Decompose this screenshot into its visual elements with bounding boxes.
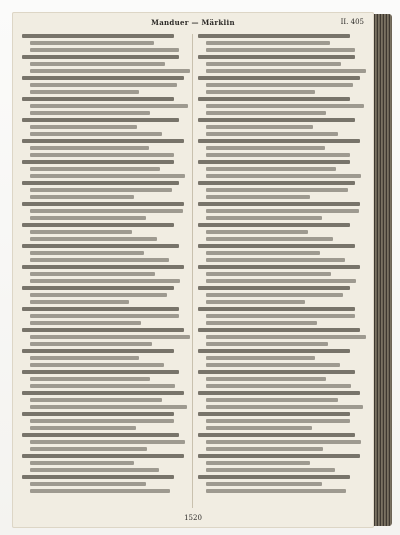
entry-line [206, 209, 359, 213]
page-number: II. 405 [340, 18, 364, 26]
entry-line [198, 412, 350, 416]
entry-line [198, 139, 360, 143]
entry-line [30, 195, 134, 199]
entry-line [30, 111, 150, 115]
entry-line [206, 279, 356, 283]
entry-line [22, 454, 184, 458]
entry-line [30, 167, 160, 171]
entry-line [30, 125, 137, 129]
entry-line [198, 160, 350, 164]
entry-line [198, 370, 355, 374]
entry-line [206, 426, 312, 430]
right-column [198, 34, 363, 508]
entry-line [206, 195, 310, 199]
entry-line [198, 97, 350, 101]
entry-line [22, 181, 179, 185]
entry-line [198, 391, 360, 395]
entry-line [198, 265, 360, 269]
entry-line [206, 356, 315, 360]
entry-line [206, 111, 326, 115]
entry-line [206, 342, 328, 346]
entry-line [30, 258, 169, 262]
entry-line [30, 237, 157, 241]
entry-line [30, 293, 167, 297]
entry-line [30, 69, 190, 73]
entry-line [30, 447, 147, 451]
entry-line [30, 153, 174, 157]
entry-line [206, 300, 305, 304]
entry-line [22, 160, 174, 164]
entry-line [206, 405, 363, 409]
entry-line [22, 475, 174, 479]
entry-line [30, 482, 146, 486]
entry-line [206, 461, 310, 465]
entry-line [22, 328, 184, 332]
entry-line [30, 146, 149, 150]
entry-line [206, 335, 366, 339]
entry-line [30, 335, 190, 339]
entry-line [206, 440, 361, 444]
entry-line [30, 321, 141, 325]
entry-line [206, 146, 325, 150]
entry-line [198, 76, 360, 80]
entry-line [30, 48, 179, 52]
entry-line [206, 482, 322, 486]
entry-line [30, 230, 132, 234]
entry-line [198, 286, 350, 290]
entry-line [206, 90, 315, 94]
entry-line [198, 181, 355, 185]
entry-line [206, 125, 313, 129]
entry-line [22, 412, 174, 416]
entry-line [198, 118, 355, 122]
entry-line [206, 314, 355, 318]
entry-line [30, 62, 165, 66]
entry-line [22, 286, 174, 290]
entry-line [30, 314, 179, 318]
entry-line [206, 41, 330, 45]
entry-line [30, 489, 170, 493]
entry-line [30, 300, 129, 304]
entry-line [206, 363, 340, 367]
entry-line [22, 370, 179, 374]
entry-line [206, 251, 320, 255]
entry-line [30, 419, 174, 423]
entry-line [206, 174, 361, 178]
entry-line [206, 468, 335, 472]
entry-line [206, 104, 364, 108]
entry-line [30, 377, 150, 381]
entry-line [30, 405, 187, 409]
entry-line [206, 132, 338, 136]
entry-line [30, 440, 185, 444]
entry-line [206, 167, 336, 171]
entry-line [198, 223, 350, 227]
entry-line [206, 419, 350, 423]
entry-line [22, 433, 179, 437]
entry-line [206, 230, 308, 234]
entry-line [198, 307, 355, 311]
directory-page [12, 12, 374, 528]
entry-line [206, 258, 345, 262]
entry-line [30, 188, 172, 192]
entry-line [198, 34, 350, 38]
entry-line [22, 76, 184, 80]
entry-line [206, 272, 331, 276]
running-head [12, 18, 374, 30]
entry-line [206, 293, 343, 297]
entry-line [22, 97, 174, 101]
entry-line [30, 356, 139, 360]
left-column [22, 34, 187, 508]
entry-line [206, 321, 317, 325]
entry-line [22, 55, 179, 59]
entry-line [206, 384, 351, 388]
entry-line [22, 202, 184, 206]
entry-line [22, 118, 179, 122]
entry-line [30, 363, 164, 367]
entry-line [30, 342, 152, 346]
entry-line [22, 244, 179, 248]
entry-line [22, 349, 174, 353]
entry-line [30, 468, 159, 472]
entry-line [30, 426, 136, 430]
entry-line [22, 307, 179, 311]
entry-line [22, 223, 174, 227]
entry-line [206, 377, 326, 381]
entry-line [22, 265, 184, 269]
entry-line [206, 69, 366, 73]
entry-line [206, 188, 348, 192]
entry-line [30, 461, 134, 465]
entry-line [30, 384, 175, 388]
entry-line [198, 454, 360, 458]
entry-line [30, 251, 144, 255]
entry-line [206, 48, 355, 52]
entry-line [206, 83, 353, 87]
entry-line [30, 41, 154, 45]
entry-line [206, 398, 338, 402]
entry-line [30, 90, 139, 94]
folio: 1520 [184, 514, 202, 522]
entry-line [30, 216, 146, 220]
entry-line [198, 244, 355, 248]
entry-line [30, 104, 188, 108]
entry-line [206, 216, 322, 220]
entry-line [206, 237, 333, 241]
column-rule [192, 34, 193, 508]
running-title: Manduer — Märklin [151, 18, 235, 27]
entry-line [30, 279, 180, 283]
entry-line [30, 132, 162, 136]
entry-line [206, 62, 341, 66]
entry-line [198, 328, 360, 332]
entry-line [30, 174, 185, 178]
entry-line [198, 349, 350, 353]
entry-line [198, 433, 355, 437]
entry-line [22, 139, 184, 143]
entry-line [206, 489, 346, 493]
entry-line [198, 202, 360, 206]
entry-line [198, 475, 350, 479]
entry-line [30, 398, 162, 402]
entry-line [198, 55, 355, 59]
entry-line [30, 83, 177, 87]
entry-line [22, 391, 184, 395]
entry-line [30, 272, 155, 276]
entry-line [206, 153, 350, 157]
entry-line [22, 34, 174, 38]
entry-line [206, 447, 323, 451]
entry-line [30, 209, 183, 213]
